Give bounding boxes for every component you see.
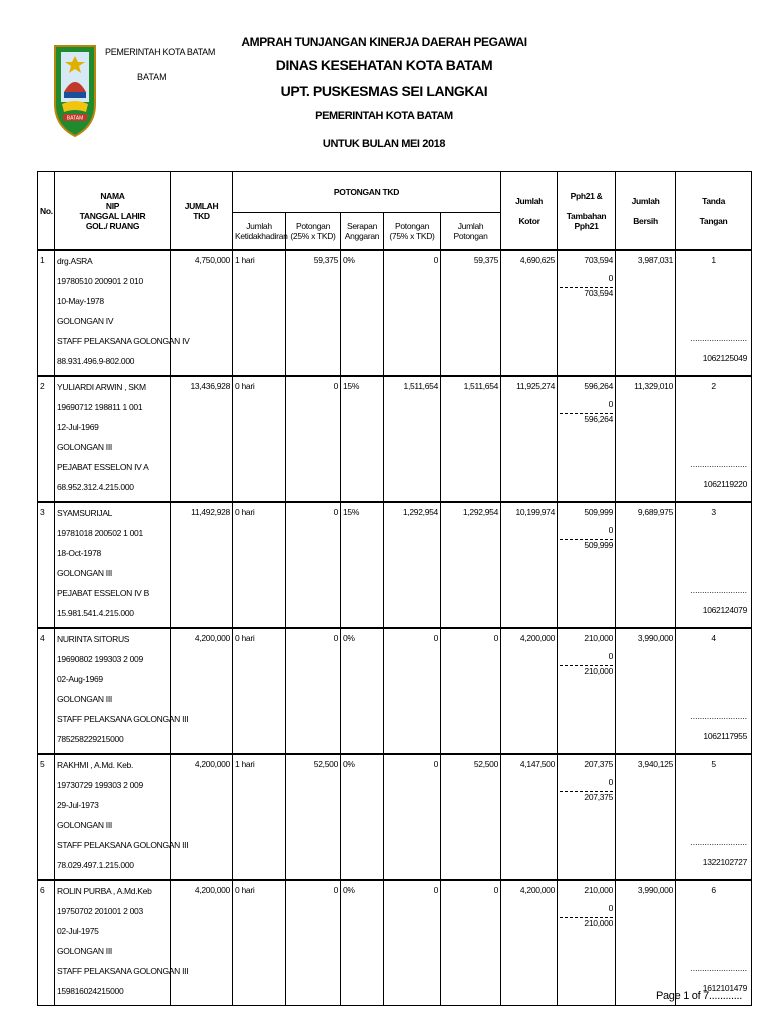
account-number: 1062119220 xyxy=(703,479,748,489)
jumlah-tkd: 4,750,000 xyxy=(171,250,233,376)
potongan-25: 59,375 xyxy=(286,250,341,376)
employee-npwp: 68.952.312.4.215.000 xyxy=(57,482,134,492)
header-serapan-anggaran: Serapan Anggaran xyxy=(341,213,384,251)
row-number: 1 xyxy=(38,250,55,376)
table-row xyxy=(38,502,752,628)
pph21-value: 207,375 xyxy=(584,759,614,769)
header-bersih: Jumlah Bersih xyxy=(616,172,676,251)
signature-cell xyxy=(676,250,752,376)
table-row xyxy=(38,754,752,880)
period-title: UNTUK BULAN MEI 2018 xyxy=(322,138,446,150)
table-row xyxy=(38,250,752,376)
jumlah-tkd: 4,200,000 xyxy=(171,880,233,1006)
pph21-value: 509,999 xyxy=(584,507,614,517)
government-city: BATAM xyxy=(137,72,167,82)
account-number: 1062125049 xyxy=(702,353,748,363)
jumlah-kotor: 10,199,974 xyxy=(501,502,558,628)
potongan-75: 1,292,954 xyxy=(384,502,441,628)
employee-grade: GOLONGAN III xyxy=(57,946,112,956)
pph21-value: 596,264 xyxy=(584,381,614,391)
employee-npwp: 15.981.541.4.215.000 xyxy=(57,608,134,618)
header-no: No. xyxy=(38,172,55,251)
account-number: 1062117955 xyxy=(703,731,748,741)
serapan-anggaran: 15% xyxy=(341,376,384,502)
signature-line: ........................ xyxy=(690,837,748,847)
jumlah-kotor: 4,147,500 xyxy=(501,754,558,880)
employee-identity xyxy=(55,880,189,1006)
signature-line: ........................ xyxy=(690,333,748,343)
jumlah-bersih: 11,329,010 xyxy=(616,376,676,502)
potongan-75: 0 xyxy=(384,754,441,880)
pph21-cell xyxy=(558,502,616,628)
ketidakhadiran: 1 hari xyxy=(233,754,286,880)
jumlah-kotor: 4,200,000 xyxy=(501,628,558,754)
employee-position: PEJABAT ESSELON IV A xyxy=(57,462,149,472)
header-potongan-tkd: POTONGAN TKD xyxy=(233,172,501,213)
potongan-75: 0 xyxy=(384,880,441,1006)
header-jumlah-tkd: JUMLAH TKD xyxy=(171,172,233,251)
row-number: 2 xyxy=(38,376,55,502)
signature-cell xyxy=(676,376,752,502)
signature-number: 3 xyxy=(711,507,716,517)
employee-name: SYAMSURIJAL xyxy=(57,508,113,518)
jumlah-potongan: 52,500 xyxy=(441,754,501,880)
pph21-tambahan: 0 xyxy=(608,399,614,409)
row-number: 5 xyxy=(38,754,55,880)
ketidakhadiran: 1 hari xyxy=(233,250,286,376)
header-potongan-25: Potongan (25% x TKD) xyxy=(286,213,341,251)
employee-identity xyxy=(55,502,171,628)
potongan-75: 0 xyxy=(384,250,441,376)
employee-birthdate: 10-May-1978 xyxy=(57,296,104,306)
pph21-value: 703,594 xyxy=(584,255,614,265)
serapan-anggaran: 0% xyxy=(341,880,384,1006)
pph21-cell xyxy=(558,628,616,754)
serapan-anggaran: 0% xyxy=(341,628,384,754)
employee-name: NURINTA SITORUS xyxy=(57,634,130,644)
signature-cell xyxy=(676,628,752,754)
employee-birthdate: 18-Oct-1978 xyxy=(57,548,101,558)
account-number: 1612101479 xyxy=(702,983,748,993)
employee-nip: 19750702 201001 2 003 xyxy=(57,906,143,916)
employee-position: STAFF PELAKSANA GOLONGAN IV xyxy=(57,336,190,346)
jumlah-bersih: 3,990,000 xyxy=(616,628,676,754)
table-row xyxy=(38,880,752,1006)
jumlah-bersih: 3,940,125 xyxy=(616,754,676,880)
header-tanda-tangan: Tanda Tangan xyxy=(676,172,752,251)
ketidakhadiran: 0 hari xyxy=(233,502,286,628)
signature-line: ........................ xyxy=(690,963,748,973)
government-name: PEMERINTAH KOTA BATAM xyxy=(105,47,216,57)
pph21-tambahan: 0 xyxy=(608,525,614,535)
jumlah-potongan: 0 xyxy=(441,880,501,1006)
row-number: 6 xyxy=(38,880,55,1006)
allowance-table xyxy=(37,171,752,1006)
employee-npwp: 785258229215000 xyxy=(57,734,124,744)
employee-birthdate: 29-Jul-1973 xyxy=(57,800,99,810)
document-title: AMPRAH TUNJANGAN KINERJA DAERAH PEGAWAI xyxy=(241,35,527,49)
ketidakhadiran: 0 hari xyxy=(233,376,286,502)
jumlah-tkd: 13,436,928 xyxy=(171,376,233,502)
header-kotor: Jumlah Kotor xyxy=(501,172,558,251)
employee-identity xyxy=(55,754,189,880)
employee-name: drg.ASRA xyxy=(57,256,93,266)
potongan-25: 0 xyxy=(286,628,341,754)
header-jumlah-potongan: Jumlah Potongan xyxy=(441,213,501,251)
header-potongan-75: Potongan (75% x TKD) xyxy=(384,213,441,251)
header-identity: NAMA NIP TANGGAL LAHIR GOL./ RUANG xyxy=(55,172,171,251)
government-subtitle: PEMERINTAH KOTA BATAM xyxy=(315,110,453,122)
employee-identity xyxy=(55,628,189,754)
employee-name: YULIARDI ARWIN , SKM xyxy=(57,382,146,392)
employee-birthdate: 02-Jul-1975 xyxy=(57,926,99,936)
employee-npwp: 159816024215000 xyxy=(57,986,124,996)
jumlah-potongan: 59,375 xyxy=(441,250,501,376)
jumlah-kotor: 11,925,274 xyxy=(501,376,558,502)
pph21-cell xyxy=(558,880,616,1006)
signature-number: 5 xyxy=(711,759,716,769)
potongan-25: 52,500 xyxy=(286,754,341,880)
employee-nip: 19690712 198811 1 001 xyxy=(57,402,143,412)
employee-nip: 19730729 199303 2 009 xyxy=(57,780,143,790)
employee-nip: 19690802 199303 2 009 xyxy=(57,654,143,664)
pph21-cell xyxy=(558,376,616,502)
pph21-total: 210,000 xyxy=(560,665,613,676)
potongan-25: 0 xyxy=(286,502,341,628)
signature-line: ........................ xyxy=(690,459,748,469)
ketidakhadiran: 0 hari xyxy=(233,880,286,1006)
potongan-25: 0 xyxy=(286,880,341,1006)
signature-cell xyxy=(676,754,752,880)
jumlah-bersih: 3,987,031 xyxy=(616,250,676,376)
employee-position: STAFF PELAKSANA GOLONGAN III xyxy=(57,966,189,976)
signature-number: 1 xyxy=(711,255,716,265)
potongan-25: 0 xyxy=(286,376,341,502)
employee-identity xyxy=(55,250,190,376)
jumlah-kotor: 4,200,000 xyxy=(501,880,558,1006)
pph21-tambahan: 0 xyxy=(608,273,614,283)
serapan-anggaran: 0% xyxy=(341,754,384,880)
employee-position: STAFF PELAKSANA GOLONGAN III xyxy=(57,714,189,724)
employee-position: STAFF PELAKSANA GOLONGAN III xyxy=(57,840,189,850)
jumlah-bersih: 9,689,975 xyxy=(616,502,676,628)
serapan-anggaran: 0% xyxy=(341,250,384,376)
pph21-cell xyxy=(558,250,616,376)
employee-identity xyxy=(55,376,171,502)
pph21-total: 703,594 xyxy=(560,287,613,298)
employee-grade: GOLONGAN III xyxy=(57,442,112,452)
employee-npwp: 88.931.496.9-802.000 xyxy=(57,356,135,366)
header-pph21: Pph21 & Tambahan Pph21 xyxy=(558,172,616,251)
signature-line: ........................ xyxy=(690,711,748,721)
pph21-value: 210,000 xyxy=(584,885,614,895)
pph21-tambahan: 0 xyxy=(608,777,614,787)
page-number: Page 1 of 7............ xyxy=(655,990,742,1002)
table-row xyxy=(38,376,752,502)
jumlah-bersih: 3,990,000 xyxy=(616,880,676,1006)
pph21-tambahan: 0 xyxy=(608,903,614,913)
employee-grade: GOLONGAN III xyxy=(57,694,112,704)
potongan-75: 1,511,654 xyxy=(384,376,441,502)
row-number: 3 xyxy=(38,502,55,628)
header-ketidakhadiran: Jumlah Ketidakhadiran xyxy=(233,213,286,251)
employee-grade: GOLONGAN III xyxy=(57,568,112,578)
account-number: 1062124079 xyxy=(702,605,748,615)
table-row xyxy=(38,628,752,754)
pph21-total: 509,999 xyxy=(560,539,613,550)
svg-text:BATAM: BATAM xyxy=(66,115,84,122)
employee-nip: 19781018 200502 1 001 xyxy=(57,528,143,538)
employee-birthdate: 02-Aug-1969 xyxy=(57,674,103,684)
unit-title: UPT. PUSKESMAS SEI LANGKAI xyxy=(280,83,488,99)
department-title: DINAS KESEHATAN KOTA BATAM xyxy=(275,57,493,73)
employee-birthdate: 12-Jul-1969 xyxy=(57,422,99,432)
pph21-total: 210,000 xyxy=(560,917,613,928)
jumlah-kotor: 4,690,625 xyxy=(501,250,558,376)
account-number: 1322102727 xyxy=(702,857,748,867)
jumlah-potongan: 1,292,954 xyxy=(441,502,501,628)
jumlah-tkd: 4,200,000 xyxy=(171,628,233,754)
jumlah-potongan: 1,511,654 xyxy=(441,376,501,502)
signature-number: 2 xyxy=(711,381,716,391)
employee-name: RAKHMI , A.Md. Keb. xyxy=(57,760,134,770)
signature-line: ........................ xyxy=(690,585,748,595)
potongan-75: 0 xyxy=(384,628,441,754)
signature-number: 4 xyxy=(711,633,716,643)
employee-nip: 19780510 200901 2 010 xyxy=(57,276,143,286)
employee-npwp: 78.029.497.1.215.000 xyxy=(57,860,134,870)
pph21-value: 210,000 xyxy=(584,633,614,643)
pph21-total: 596,264 xyxy=(560,413,613,424)
jumlah-tkd: 4,200,000 xyxy=(171,754,233,880)
employee-name: ROLIN PURBA , A.Md.Keb xyxy=(57,886,152,896)
pph21-total: 207,375 xyxy=(560,791,613,802)
pph21-tambahan: 0 xyxy=(608,651,614,661)
employee-grade: GOLONGAN III xyxy=(57,820,112,830)
pph21-cell xyxy=(558,754,616,880)
jumlah-tkd: 11,492,928 xyxy=(171,502,233,628)
ketidakhadiran: 0 hari xyxy=(233,628,286,754)
jumlah-potongan: 0 xyxy=(441,628,501,754)
employee-grade: GOLONGAN IV xyxy=(57,316,114,326)
signature-number: 6 xyxy=(711,885,716,895)
signature-cell xyxy=(676,880,752,1006)
employee-position: PEJABAT ESSELON IV B xyxy=(57,588,149,598)
row-number: 4 xyxy=(38,628,55,754)
signature-cell xyxy=(676,502,752,628)
serapan-anggaran: 15% xyxy=(341,502,384,628)
